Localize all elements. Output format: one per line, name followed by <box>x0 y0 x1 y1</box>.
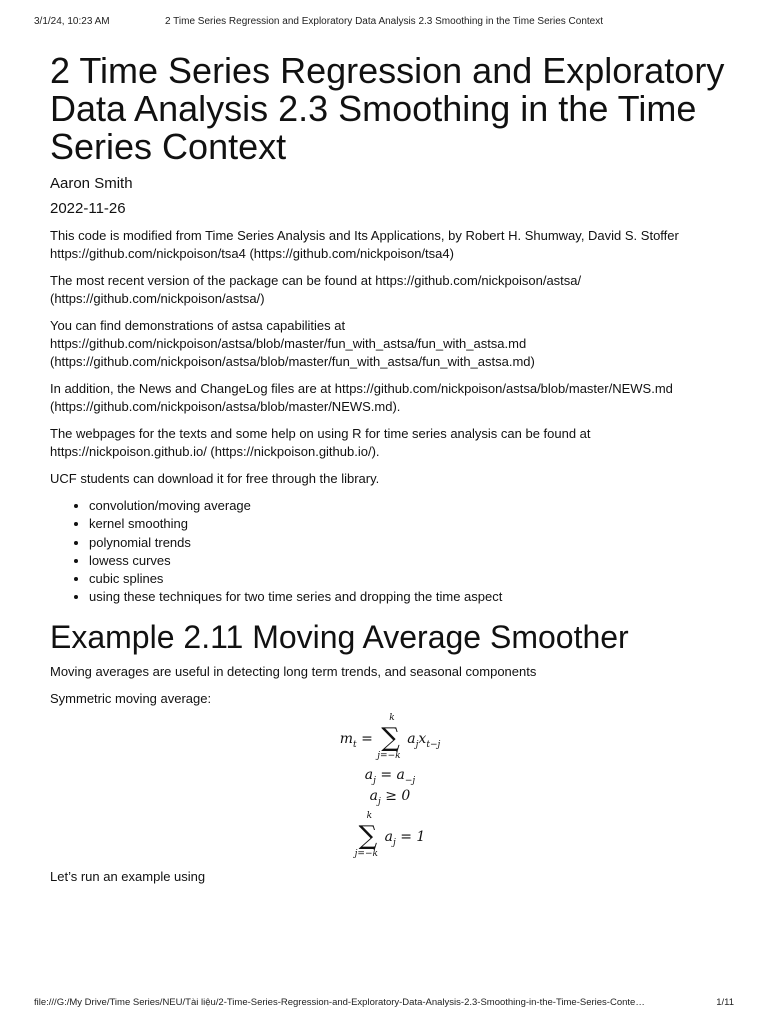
list-item: • kernel smoothing <box>89 515 730 533</box>
list-item: • convolution/moving average <box>89 497 730 515</box>
document-content <box>50 52 730 886</box>
equation-block <box>50 712 730 862</box>
section-heading: Example 2.11 Moving Average Smoother <box>50 618 629 655</box>
list-item: • using these techniques for two time series and dropping the time aspect <box>89 588 730 606</box>
print-datetime: 3/1/24, 10:23 AM <box>34 16 110 27</box>
topics-list <box>50 497 730 607</box>
list-item: • lowess curves <box>89 552 730 570</box>
section-intro: Moving averages are useful in detecting long term trends, and seasonal components <box>50 663 537 679</box>
equation-sum-to-one: k ∑ j=−k $a_j = 1$ <box>354 810 426 859</box>
author: Aaron Smith <box>50 175 133 192</box>
paragraph-package: The most recent version of the package can be found at https://github.com/nickpoison/astsa/ (https://github.com/nickpoison/astsa/) <box>50 273 582 306</box>
equation-symmetry: $a_j = a_{-j}$ <box>364 766 416 786</box>
equation-nonnegative: $a_j \ge 0$ <box>369 787 411 807</box>
closing-text: Let’s run an example using <box>50 868 206 884</box>
paragraph-news: In addition, the News and ChangeLog files are at https://github.com/nickpoison/astsa/blob/master/NEWS.md (https://github.com/nickpoison/astsa/blob/master/NEWS.md). <box>50 381 673 414</box>
print-page-title: 2 Time Series Regression and Exploratory Data Analysis 2.3 Smoothing in the Time Series Context <box>165 16 603 27</box>
paragraph-webpages: The webpages for the texts and some help on using R for time series analysis can be found at https://nickpoison.github.io/ (https://nickpoison.github.io/). <box>50 426 591 459</box>
paragraph-ucf: UCF students can download it for free through the library. <box>50 471 380 486</box>
file-path: file:///G:/My Drive/Time Series/NEU/Tài liệu/2-Time-Series-Regression-and-Exploratory-Data-Analysis-2.3-Smoothing-in-the-Time-Series-Conte… <box>34 997 645 1008</box>
list-item: • cubic splines <box>89 570 730 588</box>
paragraph-demonstrations: You can find demonstrations of astsa capabilities at https://github.com/nickpoison/astsa/blob/master/fun_with_astsa/fun_with_astsa.md (https://github.com/nickpoison/astsa/blob/master/fun_with_astsa/fun_with_astsa.md) <box>50 318 535 369</box>
list-item: • polynomial trends <box>89 534 730 552</box>
sum-symbol: k ∑ j=−k <box>377 712 401 761</box>
sum-symbol: k ∑ j=−k <box>354 810 378 859</box>
symmetric-label: Symmetric moving average: <box>50 690 212 706</box>
page-number: 1/11 <box>716 997 734 1008</box>
equation-moving-average: $m_t$ = k ∑ j=−k $a_jx_{t-j}$ <box>339 712 441 761</box>
document-title: 2 Time Series Regression and Exploratory Data Analysis 2.3 Smoothing in the Time Series Context <box>50 50 725 167</box>
paragraph-source: This code is modified from Time Series Analysis and Its Applications, by Robert H. Shumway, David S. Stoffer https://github.com/nickpoison/tsa4 (https://github.com/nickpoison/tsa4) <box>50 228 679 261</box>
document-date: 2022-11-26 <box>50 200 126 217</box>
